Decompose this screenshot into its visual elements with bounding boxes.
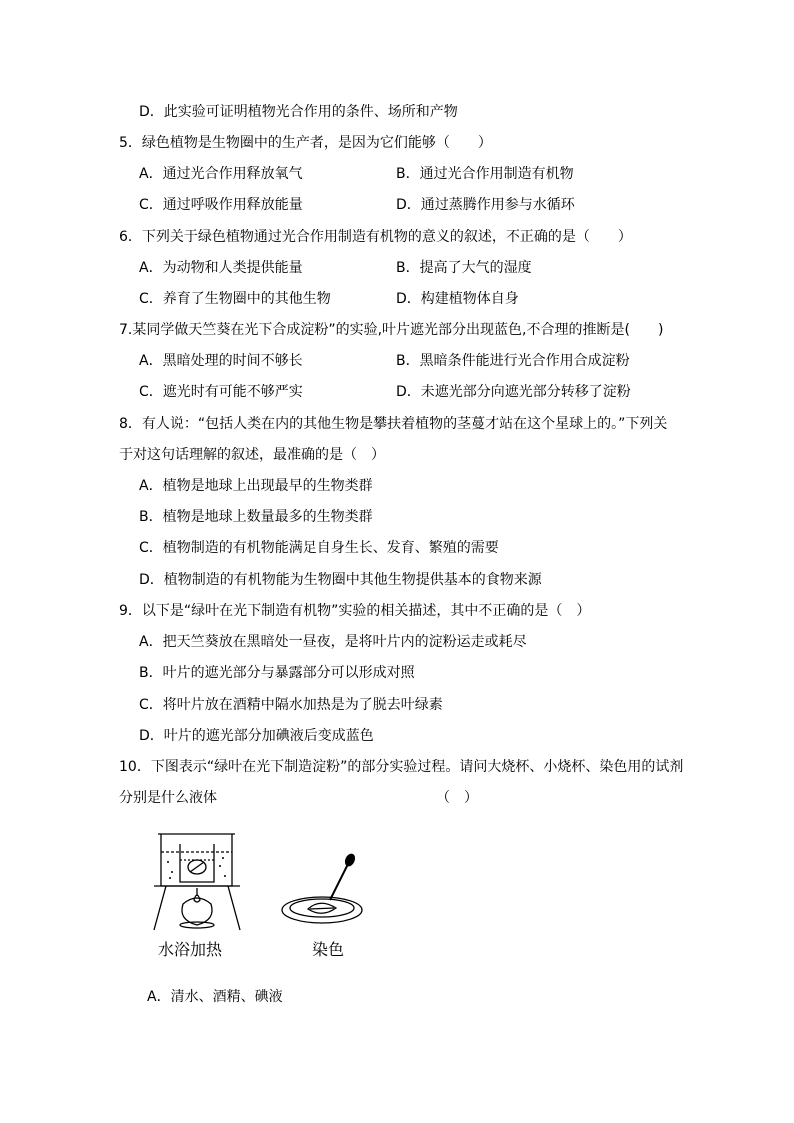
- question-7-stem: 7.某同学做天竺葵在光下合成淀粉”的实验,叶片遮光部分出现蓝色,不合理的推断是( ): [119, 322, 664, 338]
- heating-caption: 水浴加热: [158, 940, 223, 959]
- q5-option-a: A．通过光合作用释放氧气: [139, 166, 303, 182]
- q9-option-a: A．把天竺葵放在黑暗处一昼夜，是将叶片内的淀粉运走或耗尽: [139, 634, 527, 650]
- q9-option-c: C．将叶片放在酒精中隔水加热是为了脱去叶绿素: [139, 697, 443, 713]
- q5-option-d: D．通过蒸腾作用参与水循环: [396, 197, 575, 213]
- q7-option-a: A．黑暗处理的时间不够长: [139, 353, 303, 369]
- q6-option-d: D．构建植物体自身: [396, 291, 519, 307]
- q6-option-c: C．养育了生物圈中的其他生物: [139, 291, 331, 307]
- q8-option-c: C．植物制造的有机物能满足自身生长、发育、繁殖的需要: [139, 540, 499, 556]
- q5-option-c: C．通过呼吸作用释放能量: [139, 197, 303, 213]
- q8-option-d: D．植物制造的有机物能为生物圈中其他生物提供基本的食物来源: [139, 572, 542, 588]
- staining-caption: 染色: [312, 940, 345, 959]
- q8-option-b: B．植物是地球上数量最多的生物类群: [139, 509, 373, 525]
- question-8-stem-line-2: 于对这句话理解的叙述，最准确的是（ ）: [119, 447, 385, 463]
- experiment-figure: [150, 830, 390, 965]
- question-10-stem-line-1: 10．下图表示“绿叶在光下制造淀粉”的部分实验过程。请问大烧杯、小烧杯、染色用的试剂: [119, 759, 684, 775]
- q9-option-d: D．叶片的遮光部分加碘液后变成蓝色: [139, 728, 374, 744]
- q4-option-d: D．此实验可证明植物光合作用的条件、场所和产物: [139, 104, 458, 120]
- q7-option-b: B．黑暗条件能进行光合作用合成淀粉: [396, 353, 630, 369]
- question-10-stem-line-2: 分别是什么液体: [119, 790, 217, 806]
- q8-option-a: A．植物是地球上出现最早的生物类群: [139, 478, 373, 494]
- question-8-stem-line-1: 8．有人说：“包括人类在内的其他生物是攀扶着植物的茎蔓才站在这个星球上的。”下列关: [119, 416, 668, 432]
- q5-option-b: B．通过光合作用制造有机物: [396, 166, 574, 182]
- q10-option-a: A．清水、酒精、碘液: [147, 989, 283, 1005]
- experiment-illustration: [150, 830, 390, 940]
- q6-option-a: A．为动物和人类提供能量: [139, 260, 303, 276]
- question-6-stem: 6．下列关于绿色植物通过光合作用制造有机物的意义的叙述，不正确的是（ ）: [119, 229, 632, 245]
- q10-answer-blank: （ ）: [436, 790, 478, 806]
- q9-option-b: B．叶片的遮光部分与暴露部分可以形成对照: [139, 665, 415, 681]
- question-9-stem: 9．以下是“绿叶在光下制造有机物”实验的相关描述，其中不正确的是（ ）: [119, 603, 591, 619]
- q6-option-b: B．提高了大气的湿度: [396, 260, 532, 276]
- q7-option-c: C．遮光时有可能不够严实: [139, 384, 303, 400]
- question-5-stem: 5．绿色植物是生物圈中的生产者，是因为它们能够（ ）: [119, 135, 492, 151]
- q7-option-d: D．未遮光部分向遮光部分转移了淀粉: [396, 384, 631, 400]
